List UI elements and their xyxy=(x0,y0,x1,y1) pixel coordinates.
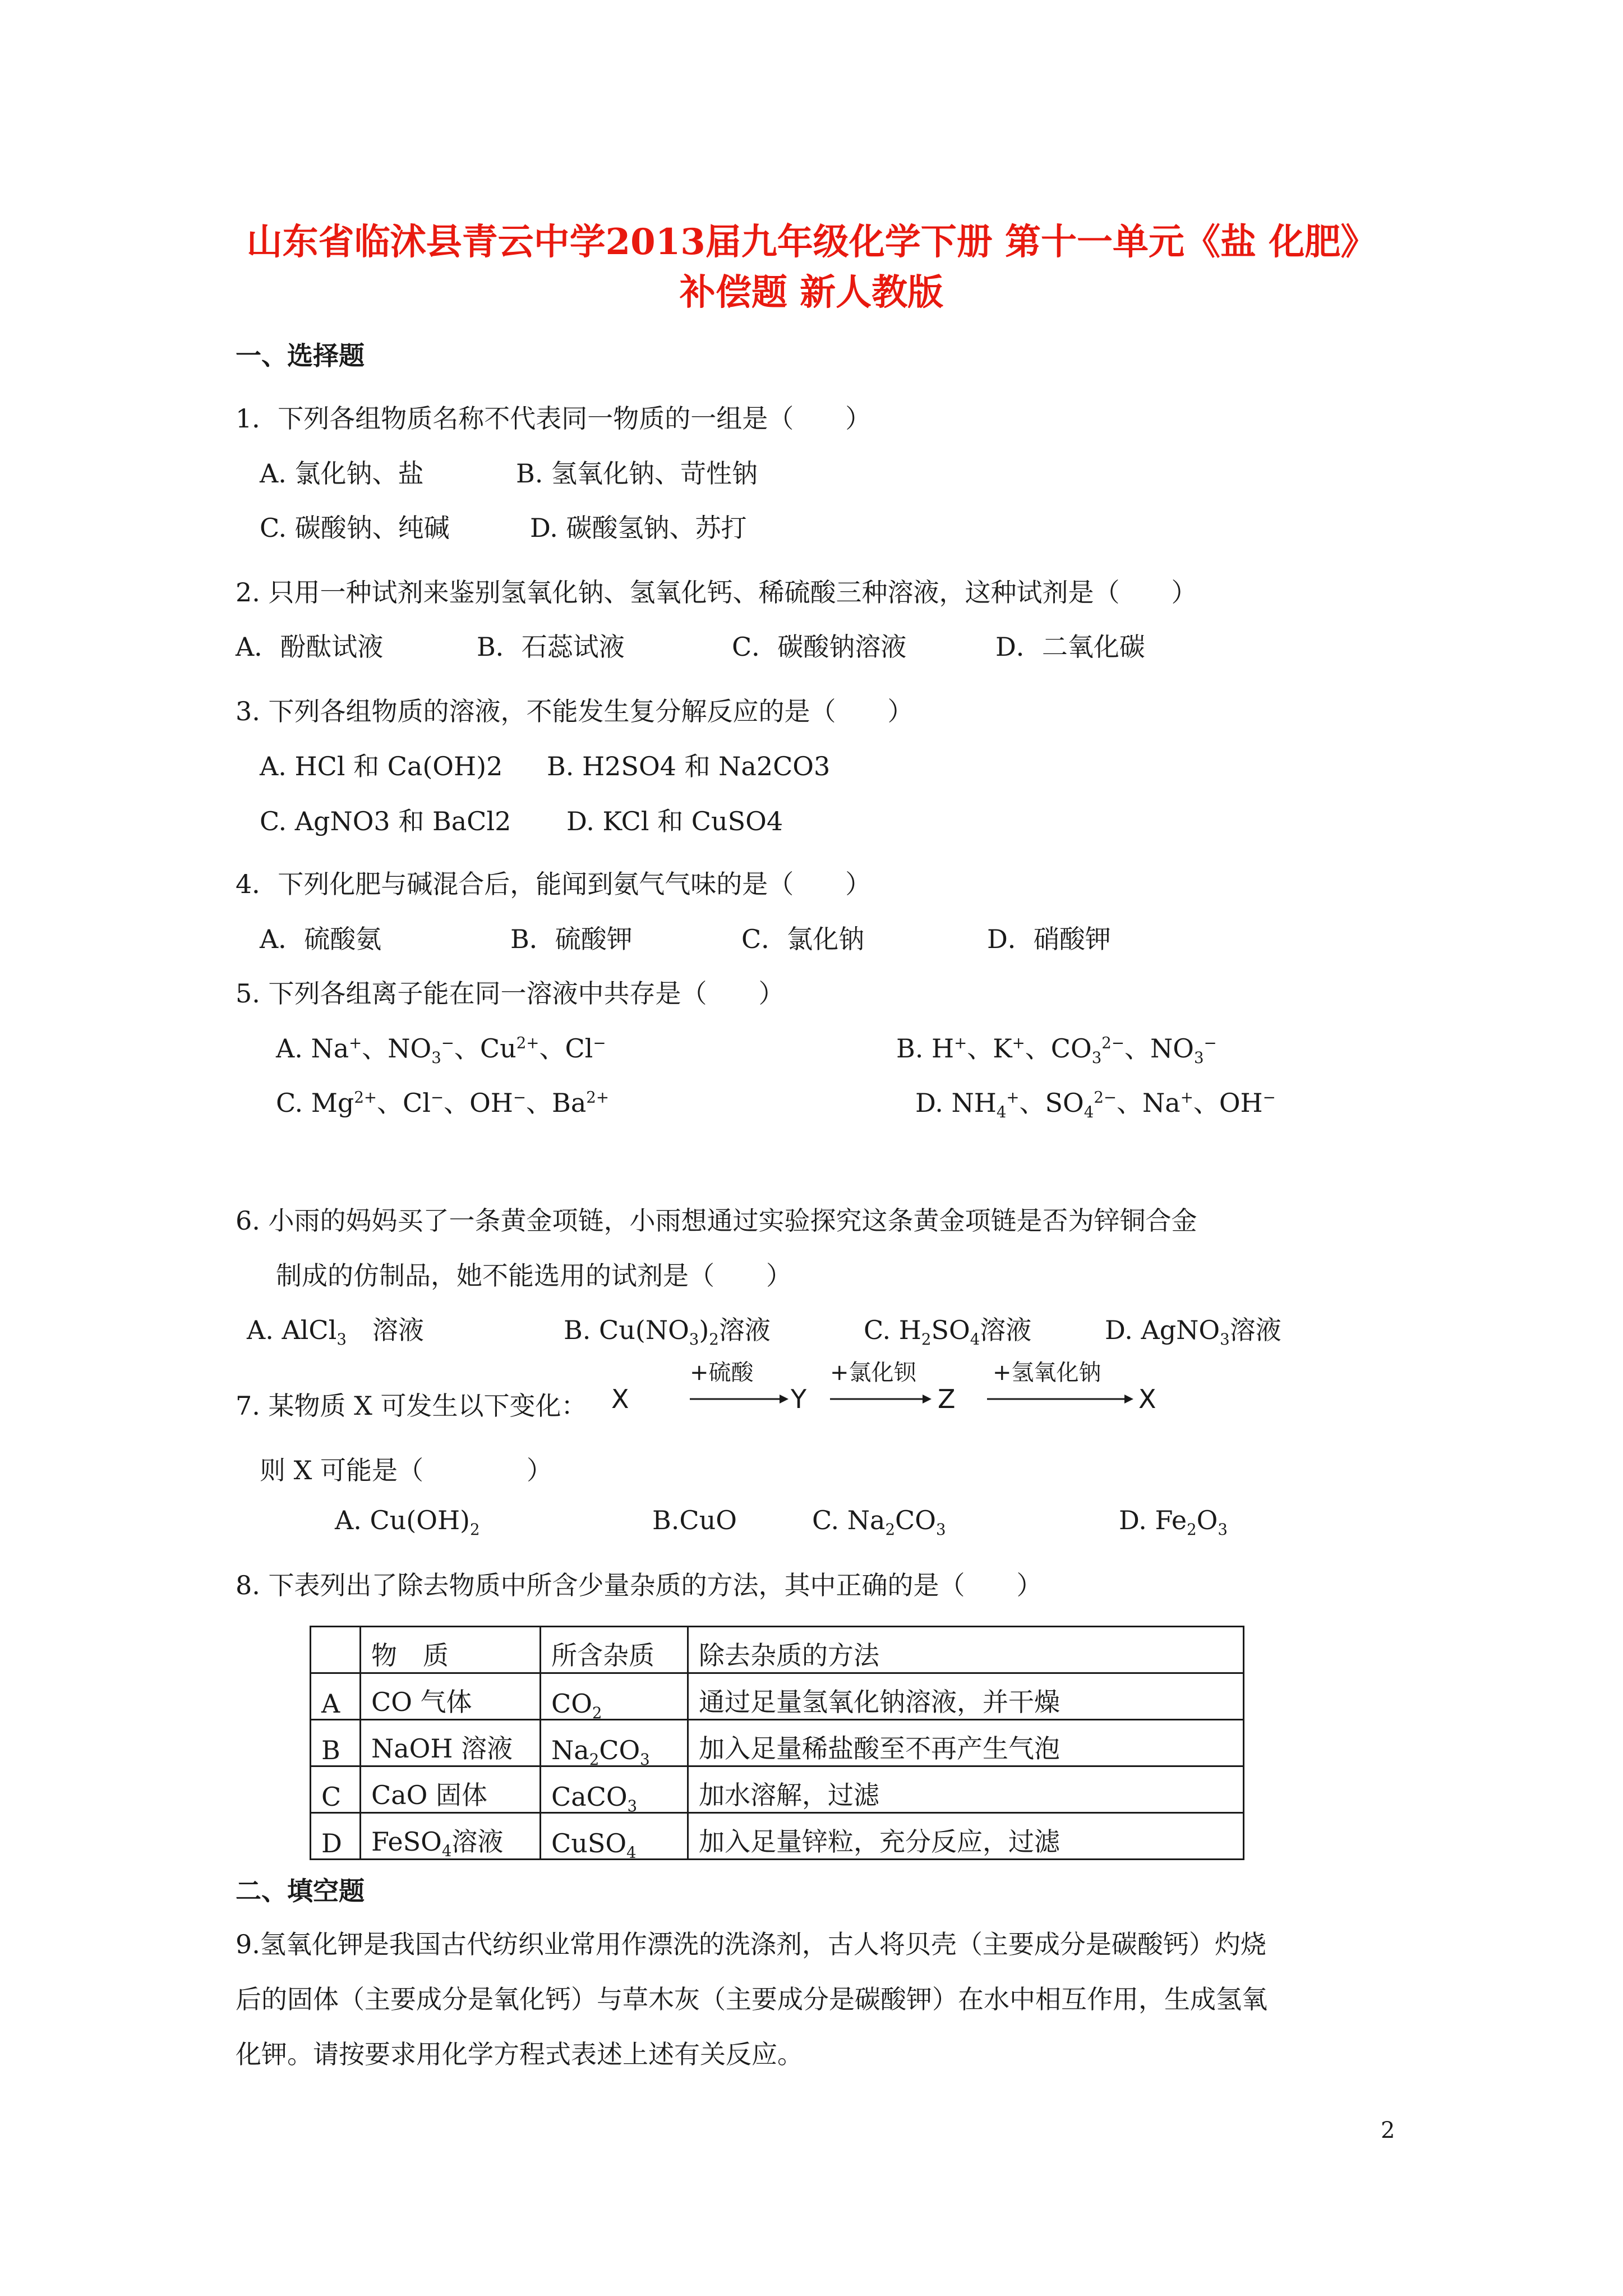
table-header-label xyxy=(311,1627,361,1673)
reaction-node-z: Z xyxy=(938,1384,956,1414)
question-2-option-b: B．石蕊试液 xyxy=(477,632,625,662)
question-4-option-c: C．氯化钠 xyxy=(741,924,865,954)
question-6-stem-line-1: 6. 小雨的妈妈买了一条黄金项链，小雨想通过实验探究这条黄金项链是否为锌铜合金 xyxy=(236,1205,1197,1236)
question-3-option-d: D. KCl 和 CuSO4 xyxy=(566,806,783,836)
question-2-option-a: A．酚酞试液 xyxy=(236,632,384,662)
question-7-option-c: C. $Na_2CO_3$ xyxy=(812,1505,946,1539)
question-7-stem: 7. 某物质 X 可发生以下变化： xyxy=(236,1391,587,1421)
question-1-option-c: C. 碳酸钠、纯碱 xyxy=(260,513,450,543)
page-number: 2 xyxy=(1381,2118,1395,2143)
arrow-label-barium-chloride: +氯化钡 xyxy=(830,1360,916,1386)
table-cell-method: 通过足量氢氧化钠溶液，并干燥 xyxy=(688,1673,1244,1720)
question-4-option-d: D．硝酸钾 xyxy=(987,924,1111,954)
table-header-impurity: 所含杂质 xyxy=(541,1627,688,1673)
question-8-stem: 8. 下表列出了除去物质中所含少量杂质的方法，其中正确的是（ ） xyxy=(236,1570,1043,1600)
question-5-option-a: A. Na+、$NO_3^-$、$Cu^{2+}$、Cl− xyxy=(276,1033,606,1068)
question-3-option-b: B. H2SO4 和 Na2CO3 xyxy=(547,751,831,781)
question-7-option-b: B.CuO xyxy=(652,1505,737,1535)
table-cell-label: B xyxy=(311,1720,361,1766)
table-cell-substance: NaOH 溶液 xyxy=(361,1720,541,1766)
question-4-option-a: A．硫酸氨 xyxy=(260,924,382,954)
question-3-option-c: C. AgNO3 和 BaCl2 xyxy=(260,806,511,836)
question-2-option-d: D．二氧化碳 xyxy=(995,632,1145,662)
question-5-option-d: D. $NH_4^+$、$SO_4^{2-}$、Na+、OH− xyxy=(915,1088,1276,1122)
question-1-option-b: B. 氢氧化钠、苛性钠 xyxy=(516,458,758,489)
table-header-row xyxy=(311,1627,1244,1673)
table-cell-substance: CaO 固体 xyxy=(361,1766,541,1813)
table-cell-method: 加水溶解，过滤 xyxy=(688,1766,1244,1813)
section-heading-fill-in: 二、填空题 xyxy=(236,1876,365,1906)
reaction-node-x-end: X xyxy=(1138,1384,1156,1414)
table-cell-impurity: CuSO$_4$ xyxy=(541,1813,688,1860)
question-1-option-a: A. 氯化钠、盐 xyxy=(260,458,424,489)
question-2-option-c: C．碳酸钠溶液 xyxy=(732,632,907,662)
question-3-stem: 3. 下列各组物质的溶液，不能发生复分解反应的是（ ） xyxy=(236,696,914,726)
question-6-option-c: C. $H_2SO_4$溶液 xyxy=(864,1315,1032,1349)
question-9-line-1: 9.氢氧化钾是我国古代纺织业常用作漂洗的洗涤剂，古人将贝壳（主要成分是碳酸钙）灼烧 xyxy=(236,1929,1266,1959)
table-cell-impurity: CaCO$_3$ xyxy=(541,1766,688,1813)
table-cell-impurity: $Na_2CO_3$ xyxy=(541,1720,688,1766)
question-4-stem: 4．下列化肥与碱混合后，能闻到氨气气味的是（ ） xyxy=(236,869,872,899)
table-cell-substance: FeSO$_4$溶液 xyxy=(361,1813,541,1860)
reaction-chain-diagram xyxy=(606,1352,1166,1419)
section-heading-choice: 一、选择题 xyxy=(236,341,365,371)
table-header-substance: 物 质 xyxy=(361,1627,541,1673)
question-7-stem-line-2: 则 X 可能是（ ） xyxy=(260,1455,552,1485)
reaction-node-y: Y xyxy=(791,1384,807,1414)
arrow-label-sulfuric-acid: +硫酸 xyxy=(690,1360,754,1386)
table-cell-impurity: $CO_2$ xyxy=(541,1673,688,1720)
question-7-option-d: D. $Fe_2O_3$ xyxy=(1119,1505,1228,1539)
table-header-method: 除去杂质的方法 xyxy=(688,1627,1244,1673)
table-cell-label: C xyxy=(311,1766,361,1813)
table-row xyxy=(311,1813,1244,1860)
question-1-stem: 1．下列各组物质名称不代表同一物质的一组是（ ） xyxy=(236,403,872,434)
question-6-stem-line-2: 制成的仿制品，她不能选用的试剂是（ ） xyxy=(276,1260,792,1291)
question-9-line-2: 后的固体（主要成分是氧化钙）与草木灰（主要成分是碳酸钾）在水中相互作用，生成氢氧 xyxy=(236,1984,1267,2014)
table-cell-label: D xyxy=(311,1813,361,1860)
table-row xyxy=(311,1673,1244,1720)
document-title-line-1: 山东省临沭县青云中学2013届九年级化学下册 第十一单元《盐 化肥》 xyxy=(246,221,1377,263)
question-6-option-a: A. AlCl$_3$ 溶液 xyxy=(247,1315,424,1349)
table-row xyxy=(311,1766,1244,1813)
table-cell-substance: CO 气体 xyxy=(361,1673,541,1720)
question-5-stem: 5. 下列各组离子能在同一溶液中共存是（ ） xyxy=(236,978,785,1009)
impurity-removal-table xyxy=(310,1626,1244,1860)
table-cell-label: A xyxy=(311,1673,361,1720)
question-2-stem: 2. 只用一种试剂来鉴别氢氧化钠、氢氧化钙、稀硫酸三种溶液，这种试剂是（ ） xyxy=(236,577,1197,608)
table-cell-method: 加入足量锌粒，充分反应，过滤 xyxy=(688,1813,1244,1860)
arrowhead-2 xyxy=(923,1395,932,1404)
question-1-option-d: D. 碳酸氢钠、苏打 xyxy=(530,513,747,543)
table-row xyxy=(311,1720,1244,1766)
table-cell-method: 加入足量稀盐酸至不再产生气泡 xyxy=(688,1720,1244,1766)
arrow-label-sodium-hydroxide: +氢氧化钠 xyxy=(993,1360,1101,1386)
question-4-option-b: B．硫酸钾 xyxy=(510,924,633,954)
question-6-option-b: B. $Cu(NO_3)_2$溶液 xyxy=(564,1315,771,1349)
arrowhead-1 xyxy=(780,1395,789,1404)
question-9-line-3: 化钾。请按要求用化学方程式表述上述有关反应。 xyxy=(236,2039,803,2069)
reaction-node-x-start: X xyxy=(611,1384,629,1414)
question-7-option-a: A. $Cu(OH)_2$ xyxy=(335,1505,480,1539)
question-3-option-a: A. HCl 和 Ca(OH)2 xyxy=(260,751,503,781)
question-5-option-c: C. $Mg^{2+}$、Cl−、OH−、$Ba^{2+}$ xyxy=(276,1088,609,1118)
document-title-line-2: 补偿题 新人教版 xyxy=(679,272,944,314)
arrowhead-3 xyxy=(1124,1395,1133,1404)
question-5-option-b: B. H+、K+、$CO_3^{2-}$、$NO_3^-$ xyxy=(896,1033,1217,1068)
question-6-option-d: D. AgNO$_3$溶液 xyxy=(1105,1315,1281,1349)
